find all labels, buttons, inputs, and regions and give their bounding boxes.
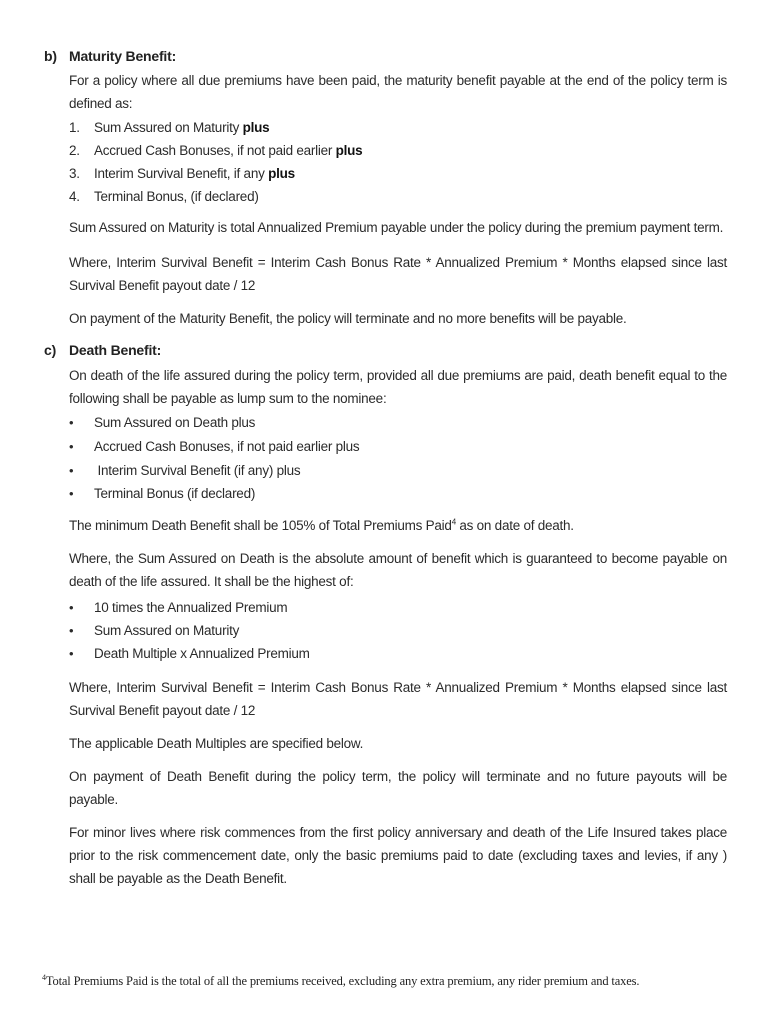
maturity-terminate-paragraph: On payment of the Maturity Benefit, the policy will terminate and no more benefits will be payable. xyxy=(69,311,627,326)
maturity-list-item xyxy=(69,139,362,162)
bullet-icon: • xyxy=(69,463,74,478)
list-number: 2. xyxy=(69,143,80,158)
bullet-text: Accrued Cash Bonuses, if not paid earlier plus xyxy=(94,439,360,454)
maturity-intro-paragraph xyxy=(69,69,727,115)
sum-assured-death-paragraph xyxy=(69,547,727,593)
paragraph-line: shall be payable as the Death Benefit. xyxy=(69,871,287,886)
bullet-text: Interim Survival Benefit (if any) plus xyxy=(94,463,301,478)
list-text: Accrued Cash Bonuses, if not paid earlier xyxy=(94,143,336,158)
death-multiples-paragraph: The applicable Death Multiples are specified below. xyxy=(69,736,364,751)
death-bullet-item xyxy=(69,411,255,434)
sum-assured-maturity-paragraph: Sum Assured on Maturity is total Annualized Premium payable under the policy during the premium payment term. xyxy=(69,220,724,235)
death-bullet-item xyxy=(69,435,359,458)
section-letter: b) xyxy=(44,48,57,64)
bullet-text: Sum Assured on Death plus xyxy=(94,415,256,430)
bullet-icon: • xyxy=(69,646,74,661)
maturity-list-item xyxy=(69,162,295,185)
section-heading-death-benefit xyxy=(44,342,161,358)
list-bold: plus xyxy=(335,143,363,158)
list-number: 4. xyxy=(69,189,80,204)
paragraph-line: Where, the Sum Assured on Death is the absolute amount of benefit which is guaranteed to become payable on xyxy=(69,551,727,566)
min-death-text-end: as on date of death. xyxy=(455,518,574,533)
paragraph-line: Survival Benefit payout date / 12 xyxy=(69,703,256,718)
list-text: Terminal Bonus, (if declared) xyxy=(94,189,259,204)
paragraph-line: payable. xyxy=(69,792,119,807)
footnote-number: 4 xyxy=(42,972,46,982)
interim-survival-paragraph xyxy=(69,251,727,297)
highest-of-bullet-item xyxy=(69,596,287,619)
bullet-icon: • xyxy=(69,486,74,501)
section-title: Death Benefit: xyxy=(69,342,162,358)
section-letter: c) xyxy=(44,342,57,358)
list-number: 1. xyxy=(69,120,80,135)
death-payment-paragraph xyxy=(69,765,727,811)
bullet-text: 10 times the Annualized Premium xyxy=(94,600,288,615)
list-bold: plus xyxy=(268,166,295,181)
list-text: Sum Assured on Maturity xyxy=(94,120,243,135)
paragraph-line: following shall be payable as lump sum to the nominee: xyxy=(69,391,387,406)
bullet-icon: • xyxy=(69,415,74,430)
list-bold: plus xyxy=(242,120,270,135)
section-title: Maturity Benefit: xyxy=(69,48,177,64)
death-bullet-item xyxy=(69,459,300,482)
paragraph-line: death of the life assured. It shall be the highest of: xyxy=(69,574,354,589)
paragraph-line: Where, Interim Survival Benefit = Interim Cash Bonus Rate * Annualized Premium * Months elapsed since last xyxy=(69,680,727,695)
paragraph-line: For minor lives where risk commences from the first policy anniversary and death of the Life Insured takes place xyxy=(69,825,727,840)
maturity-list-item xyxy=(69,185,259,208)
list-number: 3. xyxy=(69,166,80,181)
section-heading-maturity-benefit xyxy=(44,48,176,64)
paragraph-line: Survival Benefit payout date / 12 xyxy=(69,278,256,293)
footnote xyxy=(42,974,639,989)
maturity-list-item xyxy=(69,116,269,139)
footnote-text: Total Premiums Paid is the total of all the premiums received, excluding any extra premium, any rider premium and taxes. xyxy=(45,974,640,988)
paragraph-line: On death of the life assured during the policy term, provided all due premiums are paid, death benefit equal to the xyxy=(69,368,727,383)
death-bullet-item xyxy=(69,482,255,505)
bullet-text: Terminal Bonus (if declared) xyxy=(94,486,256,501)
highest-of-bullet-item xyxy=(69,619,239,642)
min-death-text: The minimum Death Benefit shall be 105% of Total Premiums Paid xyxy=(69,518,452,533)
bullet-text: Death Multiple x Annualized Premium xyxy=(94,646,310,661)
bullet-icon: • xyxy=(69,600,74,615)
interim-survival-paragraph-death xyxy=(69,676,727,722)
highest-of-bullet-item xyxy=(69,642,310,665)
bullet-text: Sum Assured on Maturity xyxy=(94,623,240,638)
bullet-icon: • xyxy=(69,623,74,638)
bullet-icon: • xyxy=(69,439,74,454)
death-intro-paragraph xyxy=(69,364,727,410)
paragraph-line: On payment of Death Benefit during the policy term, the policy will terminate and no future payouts will be xyxy=(69,769,727,784)
footnote-reference: 4 xyxy=(451,517,456,527)
minimum-death-benefit-paragraph xyxy=(69,514,574,537)
paragraph-line: For a policy where all due premiums have been paid, the maturity benefit payable at the end of the policy term is xyxy=(69,73,727,88)
paragraph-line: prior to the risk commencement date, only the basic premiums paid to date (excluding taxes and levies, if any ) xyxy=(69,848,727,863)
paragraph-line: Where, Interim Survival Benefit = Interim Cash Bonus Rate * Annualized Premium * Months elapsed since last xyxy=(69,255,727,270)
list-text: Interim Survival Benefit, if any xyxy=(94,166,269,181)
minor-lives-paragraph xyxy=(69,821,727,890)
paragraph-line: defined as: xyxy=(69,96,133,111)
